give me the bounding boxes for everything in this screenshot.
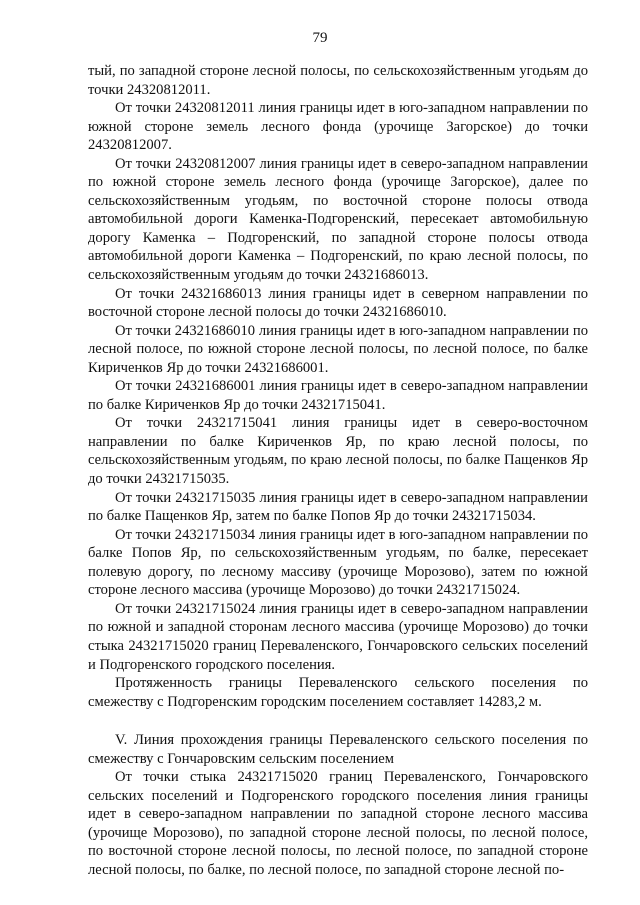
section-paragraph: От точки стыка 24321715020 границ Переваленского, Гончаровского сельских поселений и Подгоренского городского поселения линия границы идет в северо-западном направлении по западной стороне лесного массива (урочище Морозово), по западной стороне лесной полосы, по лесной полосе, по восточной стороне лесной полосы, по лесной полосе, по западной стороне лесной полосы, по балке, по лесной полосе, по западной стороне лесной по- bbox=[88, 769, 588, 878]
paragraph: От точки 24321715035 линия границы идет в северо-западном направлении по балке Пащенков Яр, затем по балке Попов Яр до точки 24321715034. bbox=[88, 489, 588, 525]
paragraph-length-summary: Протяженность границы Переваленского сельского поселения по смежеству с Подгоренским городским поселением составляет 14283,2 м. bbox=[88, 675, 588, 710]
paragraph-continuation: тый, по западной стороне лесной полосы, по сельскохозяйственным угодьям до точки 24320812011. bbox=[88, 63, 588, 98]
page-number: 79 bbox=[312, 30, 328, 46]
paragraph: От точки 24321686001 линия границы идет в северо-западном направлении по балке Кириченков Яр до точки 24321715041. bbox=[88, 378, 588, 413]
paragraph: От точки 24321715024 линия границы идет в северо-западном направлении по южной и западной сторонам лесного массива (урочище Морозово) до точки стыка 24321715020 границ Переваленского, Гончаровского сельских поселений и Подгоренского городского поселения. bbox=[88, 600, 588, 673]
document-body bbox=[88, 62, 588, 880]
paragraph: От точки 24321715034 линия границы идет в юго-западном направлении по балке Попов Яр, по сельскохозяйственным угодьям, по балке, пересекает полевую дорогу, по лесному массиву (урочище Морозово), затем по южной стороне лесного массива (урочище Морозово) до точки 24321715024. bbox=[88, 526, 588, 599]
paragraph: От точки 24321686010 линия границы идет в юго-западном направлении по лесной полосе, по южной стороне лесной полосы, по лесной полосе, по балке Кириченков Яр до точки 24321686001. bbox=[88, 322, 588, 376]
paragraph: От точки 24321686013 линия границы идет в северном направлении по восточной стороне лесной полосы до точки 24321686010. bbox=[88, 285, 588, 321]
paragraph: От точки 24320812007 линия границы идет в северо-западном направлении по южной стороне земель лесного фонда (урочище Загорское), далее по сельскохозяйственным угодьям, по восточной стороне полосы отвода автомобильной дороги Каменка-Подгоренский, пересекает автомобильную дорогу Каменка – Подгоренский, по западной стороне полосы отвода автомобильной дороги Каменка – Подгоренский, по краю лесной полосы, по сельскохозяйственным угодьям до точки 24321686013. bbox=[88, 155, 588, 284]
section-heading: V. Линия прохождения границы Переваленского сельского поселения по смежеству с Гончаровским сельским поселением bbox=[88, 732, 588, 767]
paragraph: От точки 24320812011 линия границы идет в юго-западном направлении по южной стороне земель лесного фонда (урочище Загорское) до точки 24320812007. bbox=[88, 100, 588, 154]
paragraph: От точки 24321715041 линия границы идет в северо-восточном направлении по балке Кириченков Яр, по краю лесной полосы, по сельскохозяйственным угодьям, по краю лесной полосы, по балке Пащенков Яр до точки 24321715035. bbox=[88, 415, 588, 488]
